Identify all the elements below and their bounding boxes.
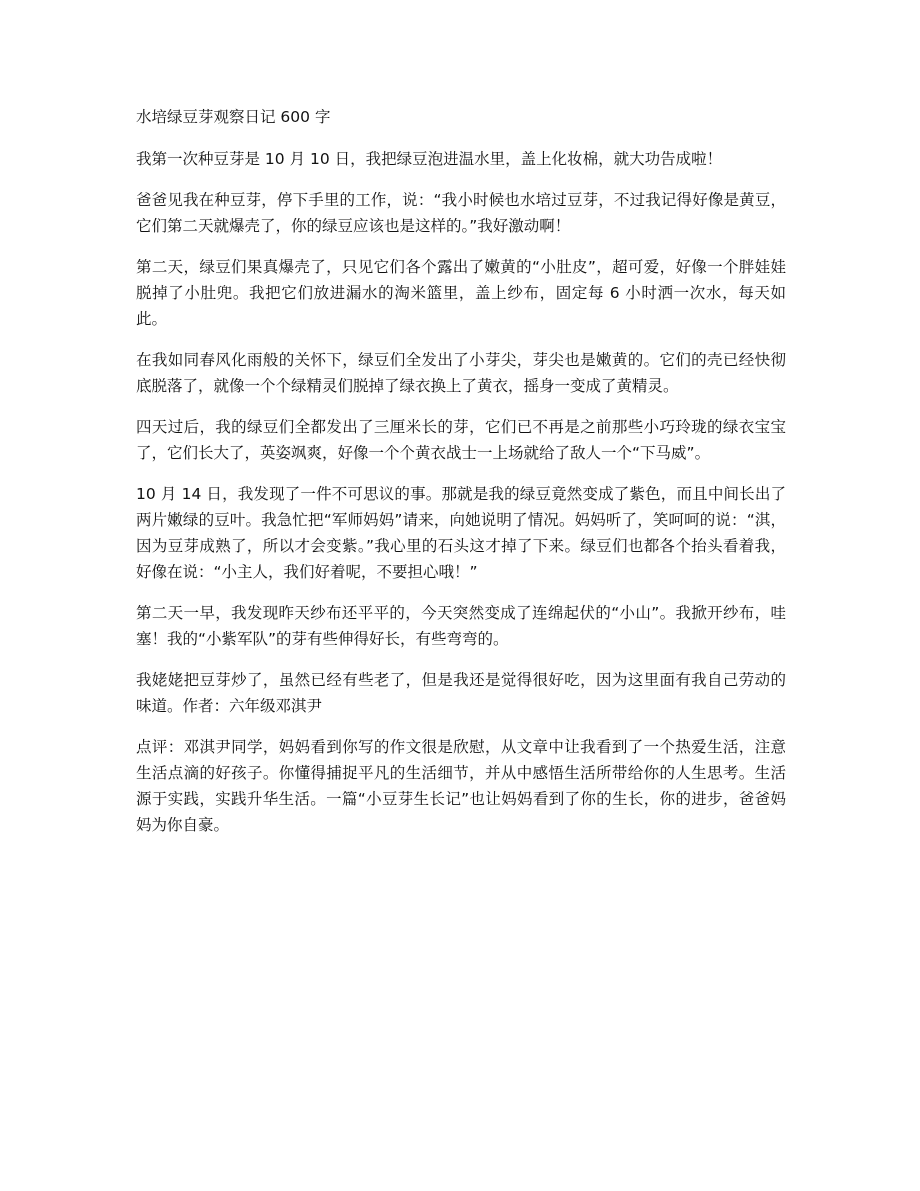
paragraph-dad-comment: 爸爸见我在种豆芽，停下手里的工作，说：“我小时候也水培过豆芽，不过我记得好像是黄豆，它们第二天就爆壳了，你的绿豆应该也是这样的。”我好激动啊！	[136, 191, 786, 235]
paragraph-grandma-cooking: 我姥姥把豆芽炒了，虽然已经有些老了，但是我还是觉得很好吃，因为这里面有我自己劳动的味道。作者：六年级邓淇尹	[136, 671, 786, 715]
paragraph-first-planting: 我第一次种豆芽是 10 月 10 日，我把绿豆泡进温水里，盖上化妆棉，就大功告成啦！	[136, 150, 723, 168]
paragraph-day-two: 第二天，绿豆们果真爆壳了，只见它们各个露出了嫩黄的“小肚皮”，超可爱，好像一个胖娃娃脱掉了小肚兜。我把它们放进漏水的淘米篮里，盖上纱布，固定每 6 小时洒一次水，每天如此。	[136, 258, 786, 328]
document-page	[136, 104, 786, 853]
paragraph-next-morning: 第二天一早，我发现昨天纱布还平平的，今天突然变成了连绵起伏的“小山”。我掀开纱布，哇塞！我的“小紫军队”的芽有些伸得好长，有些弯弯的。	[136, 604, 786, 648]
paragraph-review-comment: 点评：邓淇尹同学，妈妈看到你写的作文很是欣慰，从文章中让我看到了一个热爱生活，注意生活点滴的好孩子。你懂得捕捉平凡的生活细节，并从中感悟生活所带给你的人生思考。生活源于实践，实践升华生活。一篇“小豆芽生长记”也让妈妈看到了你的生长，你的进步，爸爸妈妈为你自豪。	[136, 738, 786, 834]
paragraph-october-14: 10 月 14 日，我发现了一件不可思议的事。那就是我的绿豆竟然变成了紫色，而且中间长出了两片嫩绿的豆叶。我急忙把“军师妈妈”请来，向她说明了情况。妈妈听了，笑呵呵的说：“淇，因为豆芽成熟了，所以才会变紫。”我心里的石头这才掉了下来。绿豆们也都各个抬头看着我，好像在说：“小主人，我们好着呢，不要担心哦！”	[136, 485, 786, 581]
paragraph-sprout-tips: 在我如同春风化雨般的关怀下，绿豆们全发出了小芽尖，芽尖也是嫩黄的。它们的壳已经快彻底脱落了，就像一个个绿精灵们脱掉了绿衣换上了黄衣，摇身一变成了黄精灵。	[136, 351, 786, 395]
paragraph-day-four: 四天过后，我的绿豆们全都发出了三厘米长的芽，它们已不再是之前那些小巧玲珑的绿衣宝宝了，它们长大了，英姿飒爽，好像一个个黄衣战士一上场就给了敌人一个“下马威”。	[136, 418, 786, 462]
document-title: 水培绿豆芽观察日记 600 字	[136, 108, 331, 126]
